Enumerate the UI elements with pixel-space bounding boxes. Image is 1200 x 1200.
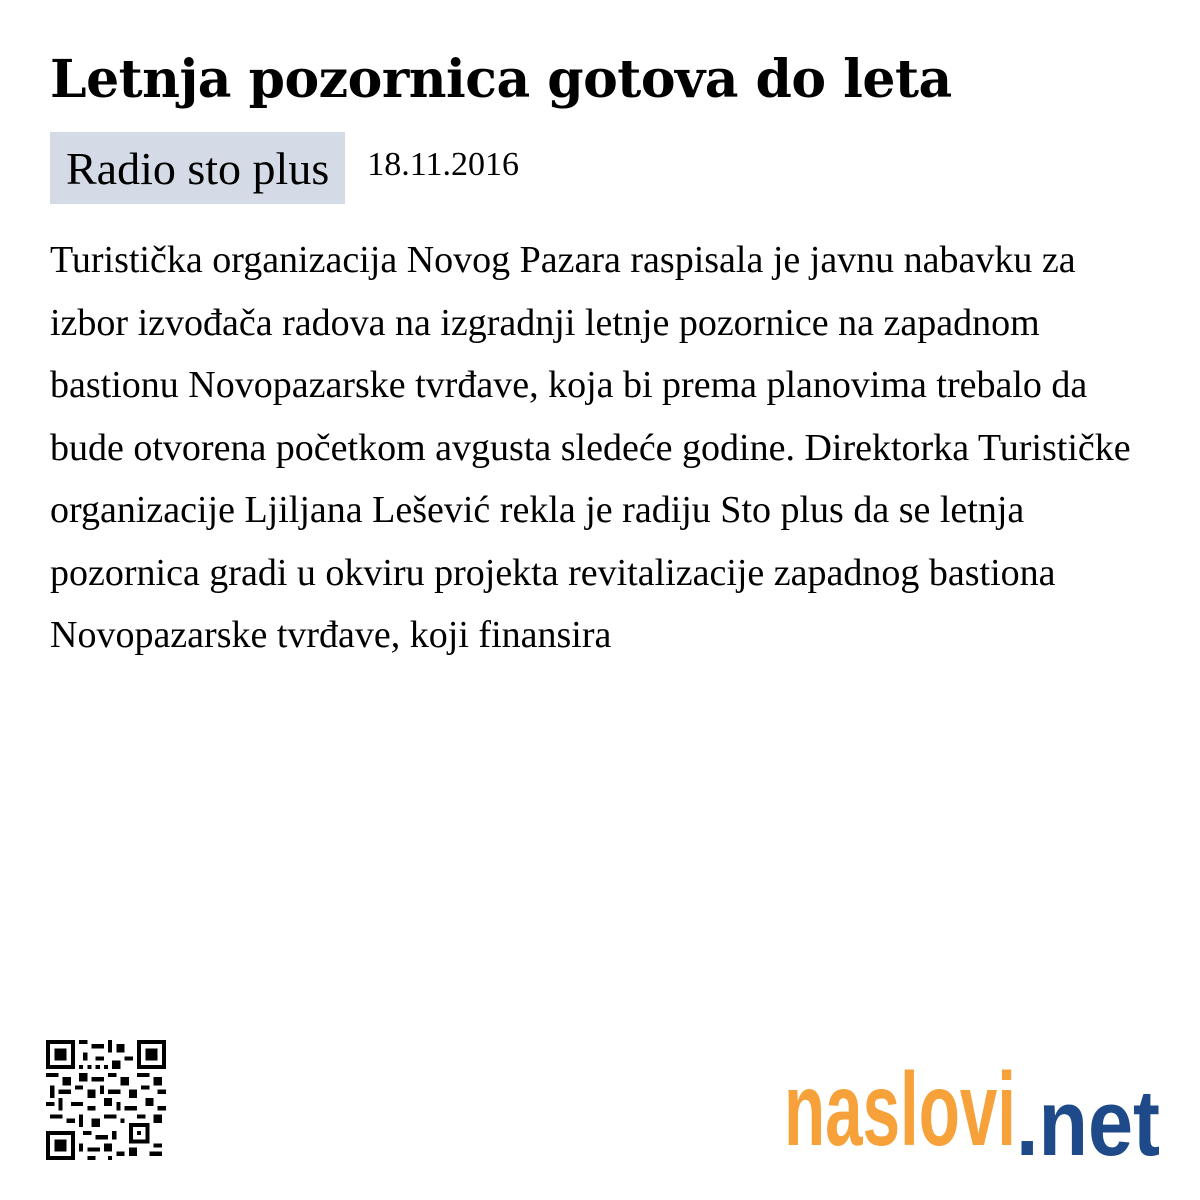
article-headline: Letnja pozornica gotova do leta (50, 49, 952, 110)
publish-date: 18.11.2016 (367, 146, 519, 183)
logo-text-net: .net (1016, 1070, 1160, 1165)
source-badge: Radio sto plus (50, 132, 345, 204)
naslovi-net-logo (784, 1055, 1164, 1165)
article-body: Turistička organizacija Novog Pazara raspisala je javnu nabavku za izbor izvođača radova na izgradnji letnje pozornice na zapadnom bastionu Novopazarske tvrđave, koja bi prema planovima trebalo da bude otvorena početkom avgusta sledeće godine. Direktorka Turističke organizacije Ljiljana Lešević rekla je radiju Sto plus da se letnja pozornica gradi u okviru projekta revitalizacije zapadnog bastiona Novopazarske tvrđave, koji finansira (50, 239, 1131, 656)
article-meta (50, 132, 519, 204)
logo-text-naslovi: naslovi (784, 1055, 1016, 1165)
qr-code-icon (46, 1038, 166, 1162)
